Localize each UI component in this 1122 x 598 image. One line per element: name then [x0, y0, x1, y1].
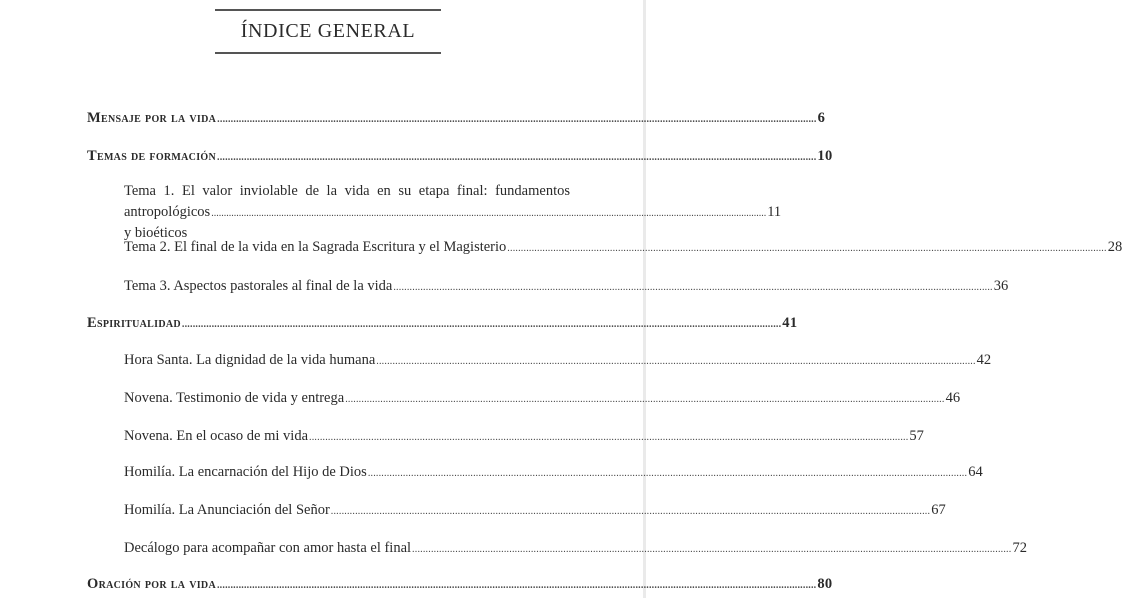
toc-entry-label: Novena. En el ocaso de mi vida	[124, 428, 309, 444]
toc-page-number: 67	[931, 502, 946, 518]
toc-page-number: 64	[968, 464, 983, 480]
toc-entry-label: Espiritualidad	[87, 315, 181, 331]
toc-page-number: 46	[945, 390, 961, 406]
toc-entry-label-line1: Tema 1. El valor inviolable de la vida en su etapa final: fundamentos	[124, 183, 570, 199]
toc-entry-label: Decálogo para acompañar con amor hasta el final	[124, 540, 412, 556]
toc-page-number: 6	[817, 110, 826, 126]
toc-subentry-homilia-encarnacion[interactable]	[124, 462, 983, 484]
dot-leader: ..............................................................................................................................................................................................................................	[376, 356, 976, 367]
dot-leader: ..............................................................................................................................................................................................................................	[217, 152, 817, 163]
toc-section-mensaje[interactable]	[87, 108, 826, 130]
toc-page-number: 11	[767, 204, 782, 220]
toc-subentry-tema-3[interactable]	[124, 276, 1009, 298]
dot-leader: ..............................................................................................................................................................................................................................	[211, 208, 767, 219]
toc-subentry-decalogo[interactable]	[124, 538, 1027, 560]
toc-section-temas[interactable]	[87, 146, 833, 168]
toc-entry-label-line2: antropológicos y bioéticos	[124, 204, 211, 241]
toc-entry-label: Homilía. La encarnación del Hijo de Dios	[124, 464, 367, 480]
dot-leader: ..............................................................................................................................................................................................................................	[507, 243, 1107, 254]
dot-leader: ..............................................................................................................................................................................................................................	[309, 432, 909, 443]
dot-leader: ..............................................................................................................................................................................................................................	[216, 580, 817, 591]
title-block	[215, 9, 441, 54]
toc-entry-label: Mensaje por la vida	[87, 110, 217, 126]
toc-page-number: 42	[976, 352, 992, 368]
dot-leader: ..............................................................................................................................................................................................................................	[217, 114, 817, 125]
toc-subentry-tema-1[interactable]	[124, 181, 782, 244]
toc-page-number: 80	[817, 576, 833, 592]
toc-subentry-homilia-anunciacion[interactable]	[124, 500, 946, 522]
toc-subentry-hora-santa[interactable]	[124, 350, 992, 372]
toc-page-number: 10	[817, 148, 833, 164]
toc-entry-label: Temas de formación	[87, 148, 216, 164]
toc-page-number: 72	[1012, 540, 1027, 556]
toc-page-number: 28	[1107, 239, 1122, 255]
toc-entry-label: Oración por la vida	[87, 576, 216, 592]
dot-leader: ..............................................................................................................................................................................................................................	[412, 544, 1012, 555]
dot-leader: ..............................................................................................................................................................................................................................	[330, 506, 931, 517]
toc-entry-label: Novena. Testimonio de vida y entrega	[124, 390, 345, 406]
toc-entry-label: Tema 2. El final de la vida en la Sagrada Escritura y el Magisterio	[124, 239, 507, 255]
dot-leader: ..............................................................................................................................................................................................................................	[181, 319, 782, 330]
toc-subentry-novena-ocaso[interactable]	[124, 426, 924, 448]
toc-section-espiritualidad[interactable]	[87, 313, 798, 335]
toc-entry-label: Hora Santa. La dignidad de la vida humana	[124, 352, 376, 368]
dot-leader: ..............................................................................................................................................................................................................................	[393, 282, 993, 293]
toc-entry-label: Homilía. La Anunciación del Señor	[124, 502, 330, 518]
page-title: ÍNDICE GENERAL	[240, 20, 416, 42]
toc-subentry-tema-2[interactable]	[124, 237, 1122, 259]
dot-leader: ..............................................................................................................................................................................................................................	[345, 394, 945, 405]
dot-leader: ..............................................................................................................................................................................................................................	[367, 468, 968, 479]
toc-section-oracion[interactable]	[87, 574, 833, 596]
toc-page-number: 41	[782, 315, 798, 331]
toc-entry-label: Tema 3. Aspectos pastorales al final de la vida	[124, 278, 393, 294]
toc-page-number: 57	[909, 428, 924, 444]
toc-page-number: 36	[993, 278, 1009, 294]
toc-subentry-novena-testimonio[interactable]	[124, 388, 961, 410]
